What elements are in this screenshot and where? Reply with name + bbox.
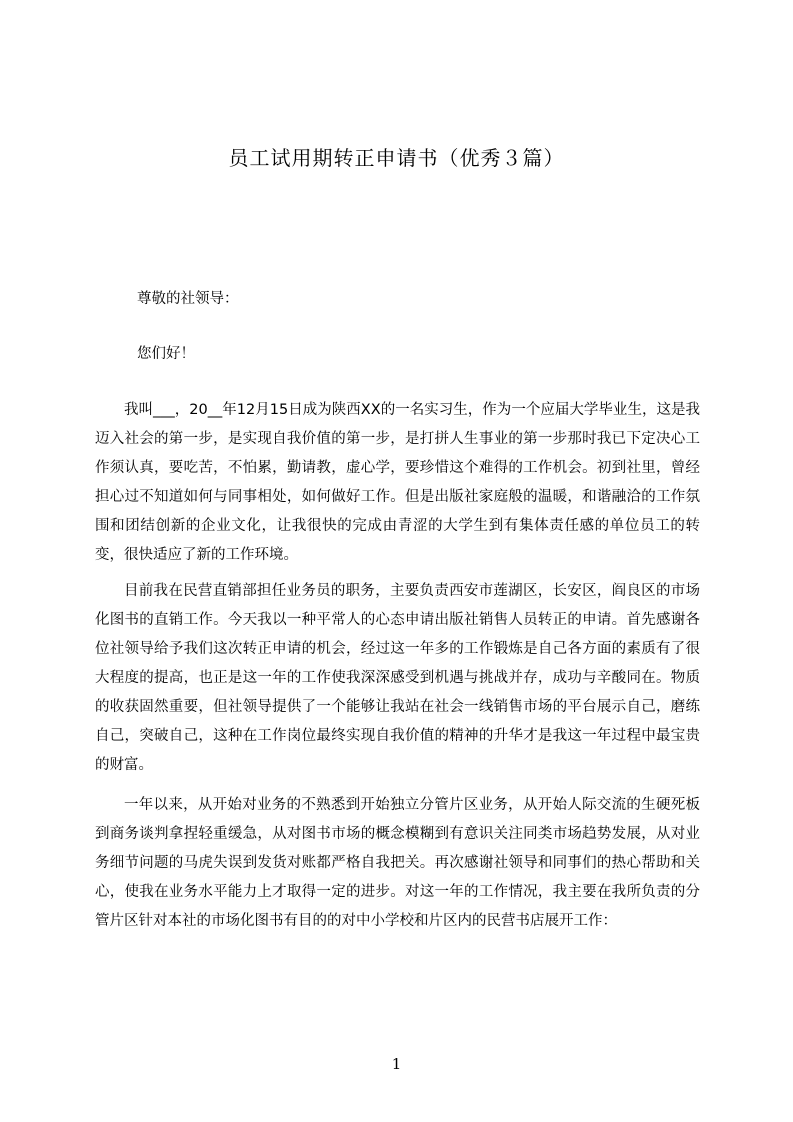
paragraph-2: 目前我在民营直销部担任业务员的职务，主要负责西安市莲湖区，长安区，阎良区的市场化图书的直销工作。今天我以一种平常人的心态申请出版社销售人员转正的申请。首先感谢各位社领导给予我们这次转正申请的机会，经过这一年多的工作锻炼是自己各方面的素质有了很大程度的提高，也正是这一年的工作使我深深感受到机遇与挑战并存，成功与辛酸同在。物质的收获固然重要，但社领导提供了一个能够让我站在社会一线销售市场的平台展示自己，磨练自己，突破自己，这种在工作岗位最终实现自我价值的精神的升华才是我这一年过程中最宝贵的财富。 bbox=[95, 583, 700, 773]
paragraph-3: 一年以来，从开始对业务的不熟悉到开始独立分管片区业务，从开始人际交流的生硬死板到商务谈判拿捏轻重缓急，从对图书市场的概念模糊到有意识关注同类市场趋势发展，从对业务细节问题的马虎失误到发货对账都严格自我把关。再次感谢社领导和同事们的热心帮助和关心，使我在业务水平能力上才取得一定的进步。对这一年的工作情况，我主要在我所负责的分管片区针对本社的市场化图书有目的的对中小学校和片区内的民营书店展开工作： bbox=[95, 797, 700, 929]
greeting: 您们好！ bbox=[137, 346, 195, 362]
salutation: 尊敬的社领导： bbox=[137, 291, 239, 307]
paragraph-1: 我叫___，20__年12月15日成为陕西XX的一名实习生，作为一个应届大学毕业生，这是我迈入社会的第一步，是实现自我价值的第一步，是打拼人生事业的第一步那时我已下定决心工作须认真，要吃苦，不怕累，勤请教，虚心学，要珍惜这个难得的工作机会。初到社里，曾经担心过不知道如何与同事相处，如何做好工作。但是出版社家庭般的温暖，和谐融洽的工作氛围和团结创新的企业文化，让我很快的完成由青涩的大学生到有集体责任感的单位员工的转变，很快适应了新的工作环境。 bbox=[95, 402, 700, 563]
page-number: 1 bbox=[391, 1055, 402, 1073]
document-title: 员工试用期转正申请书（优秀３篇） bbox=[228, 146, 565, 170]
